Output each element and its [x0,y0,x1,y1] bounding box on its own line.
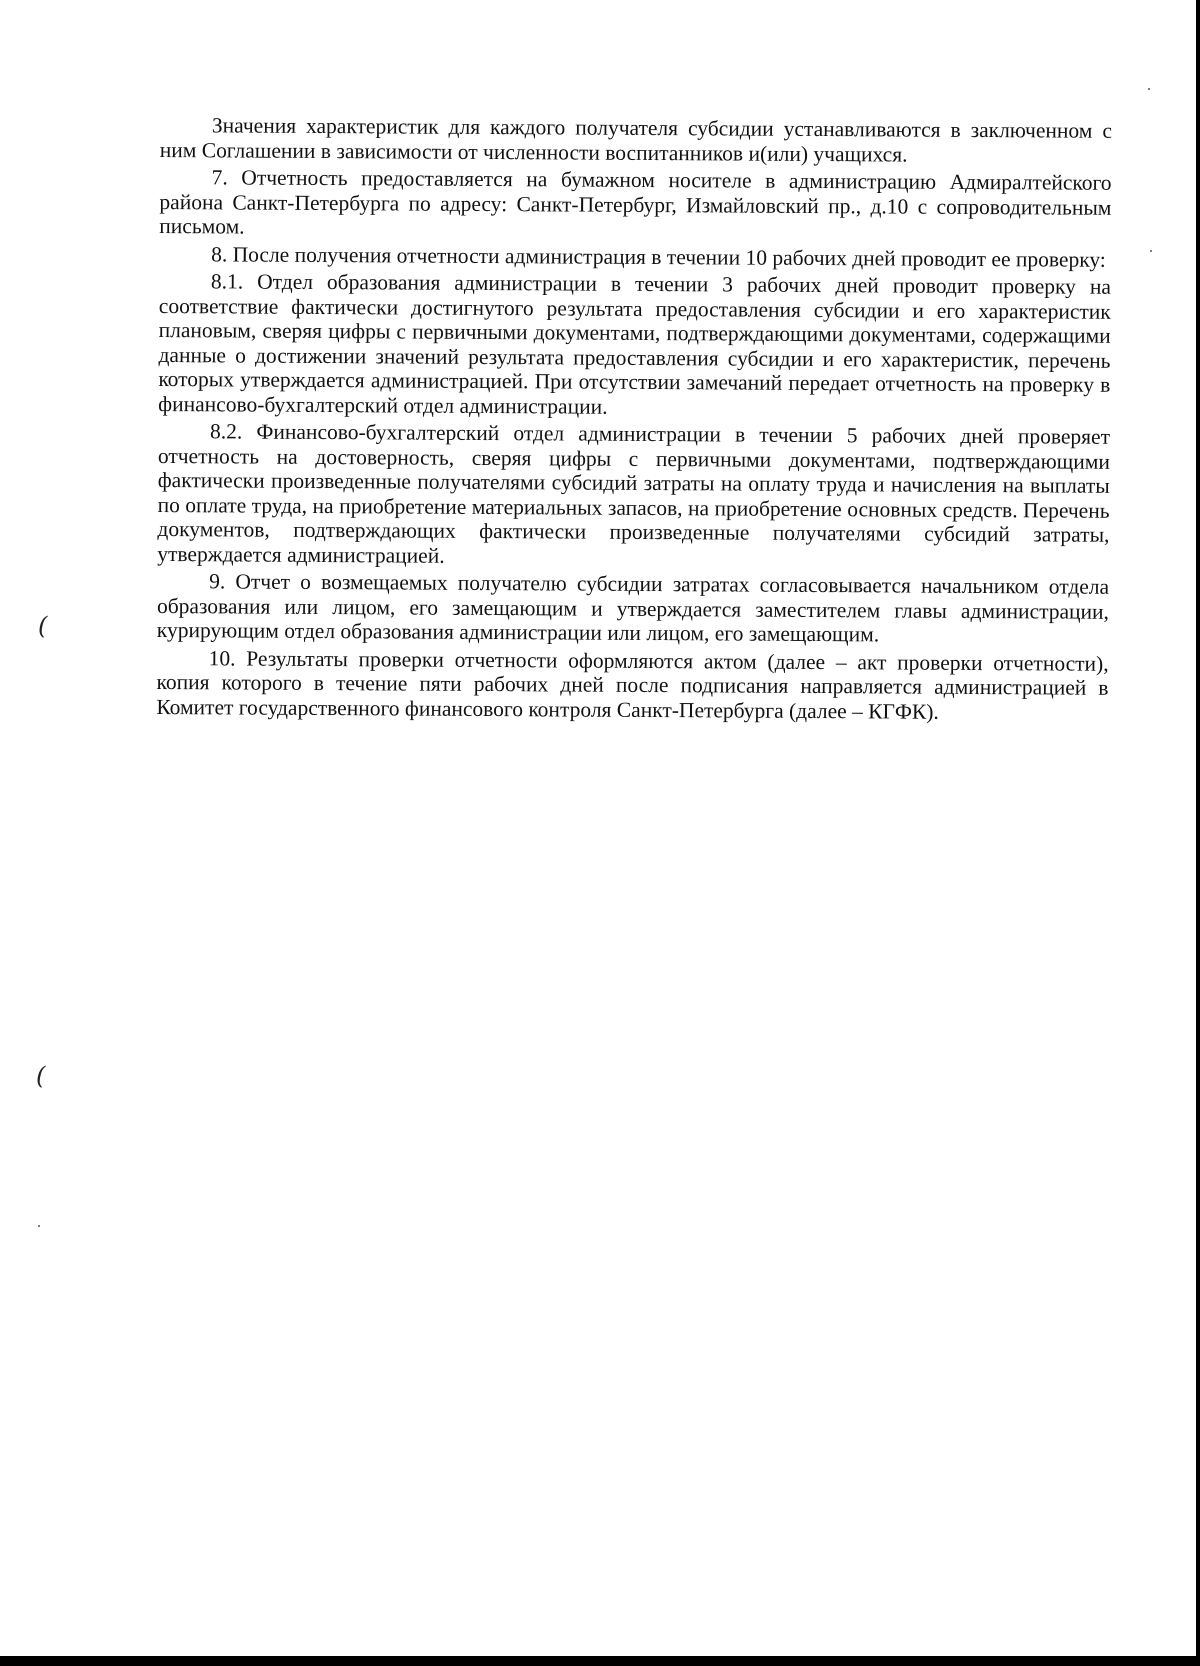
paragraph-8-1-education-department: 8.1. Отдел образования администрации в течении 3 рабочих дней проводит проверку на соответствие фактически достигнутого результата предоставления субсидии и его характеристик плановым, сверяя цифры с первичными документами, подтверждающими документами, содержащими данные о достижении значений результата предоставления субсидии и его характеристик, перечень которых утверждается администрацией. При отсутствии замечаний передает отчетность на проверку в финансово-бухгалтерский отдел администрации. [158,269,1112,419]
paragraph-characteristics: Значения характеристик для каждого получателя субсидии устанавливаются в заключенном с ним Соглашении в зависимости от численности воспитанников и(или) учащихся. [159,113,1112,167]
paragraph-7-reporting: 7. Отчетность предоставляется на бумажном носителе в администрацию Адмиралтейского района Санкт-Петербурга по адресу: Санкт-Петербург, Измайловский пр., д.10 с сопроводительным письмом. [159,165,1112,239]
scan-speck [1148,88,1150,90]
paragraph-10-audit-results: 10. Результаты проверки отчетности оформляются актом (далее – акт проверки отчетности), копия которого в течение пяти рабочих дней после подписания направляется администрацией в Комитет государственного финансового контроля Санкт-Петербурга (далее – КГФК). [156,645,1109,724]
paragraph-8-2-finance-department: 8.2. Финансово-бухгалтерский отдел администрации в течении 5 рабочих дней проверяет отчетность на достоверность, сверяя цифры с первичными документами, подтверждающими фактически произведенные получателями субсидий затраты на оплату труда и начисления на выплаты по оплате труда, на приобретение материальных запасов, на приобретение основных средств. Перечень документов, подтверждающих фактически произведенные получателями субсидий затраты, утверждается администрацией. [157,419,1111,568]
scan-edge-right [1196,0,1200,1666]
scan-speck [1150,250,1152,252]
paragraph-9-report-approval: 9. Отчет о возмещаемых получателю субсидии затратах согласовывается начальником отдела образования или лицом, его замещающим и утверждается заместителем главы администрации, курирующим отдел образования администрации или лицом, его замещающим. [156,569,1110,647]
document-body [156,113,1112,728]
scan-speck [38,1225,40,1227]
scan-edge-bottom [0,1656,1200,1666]
margin-mark: ( [36,1062,46,1090]
margin-mark: ( [38,612,48,640]
paragraph-8-verification: 8. После получения отчетности администрация в течении 10 рабочих дней проводит ее проверку: [211,241,1106,272]
